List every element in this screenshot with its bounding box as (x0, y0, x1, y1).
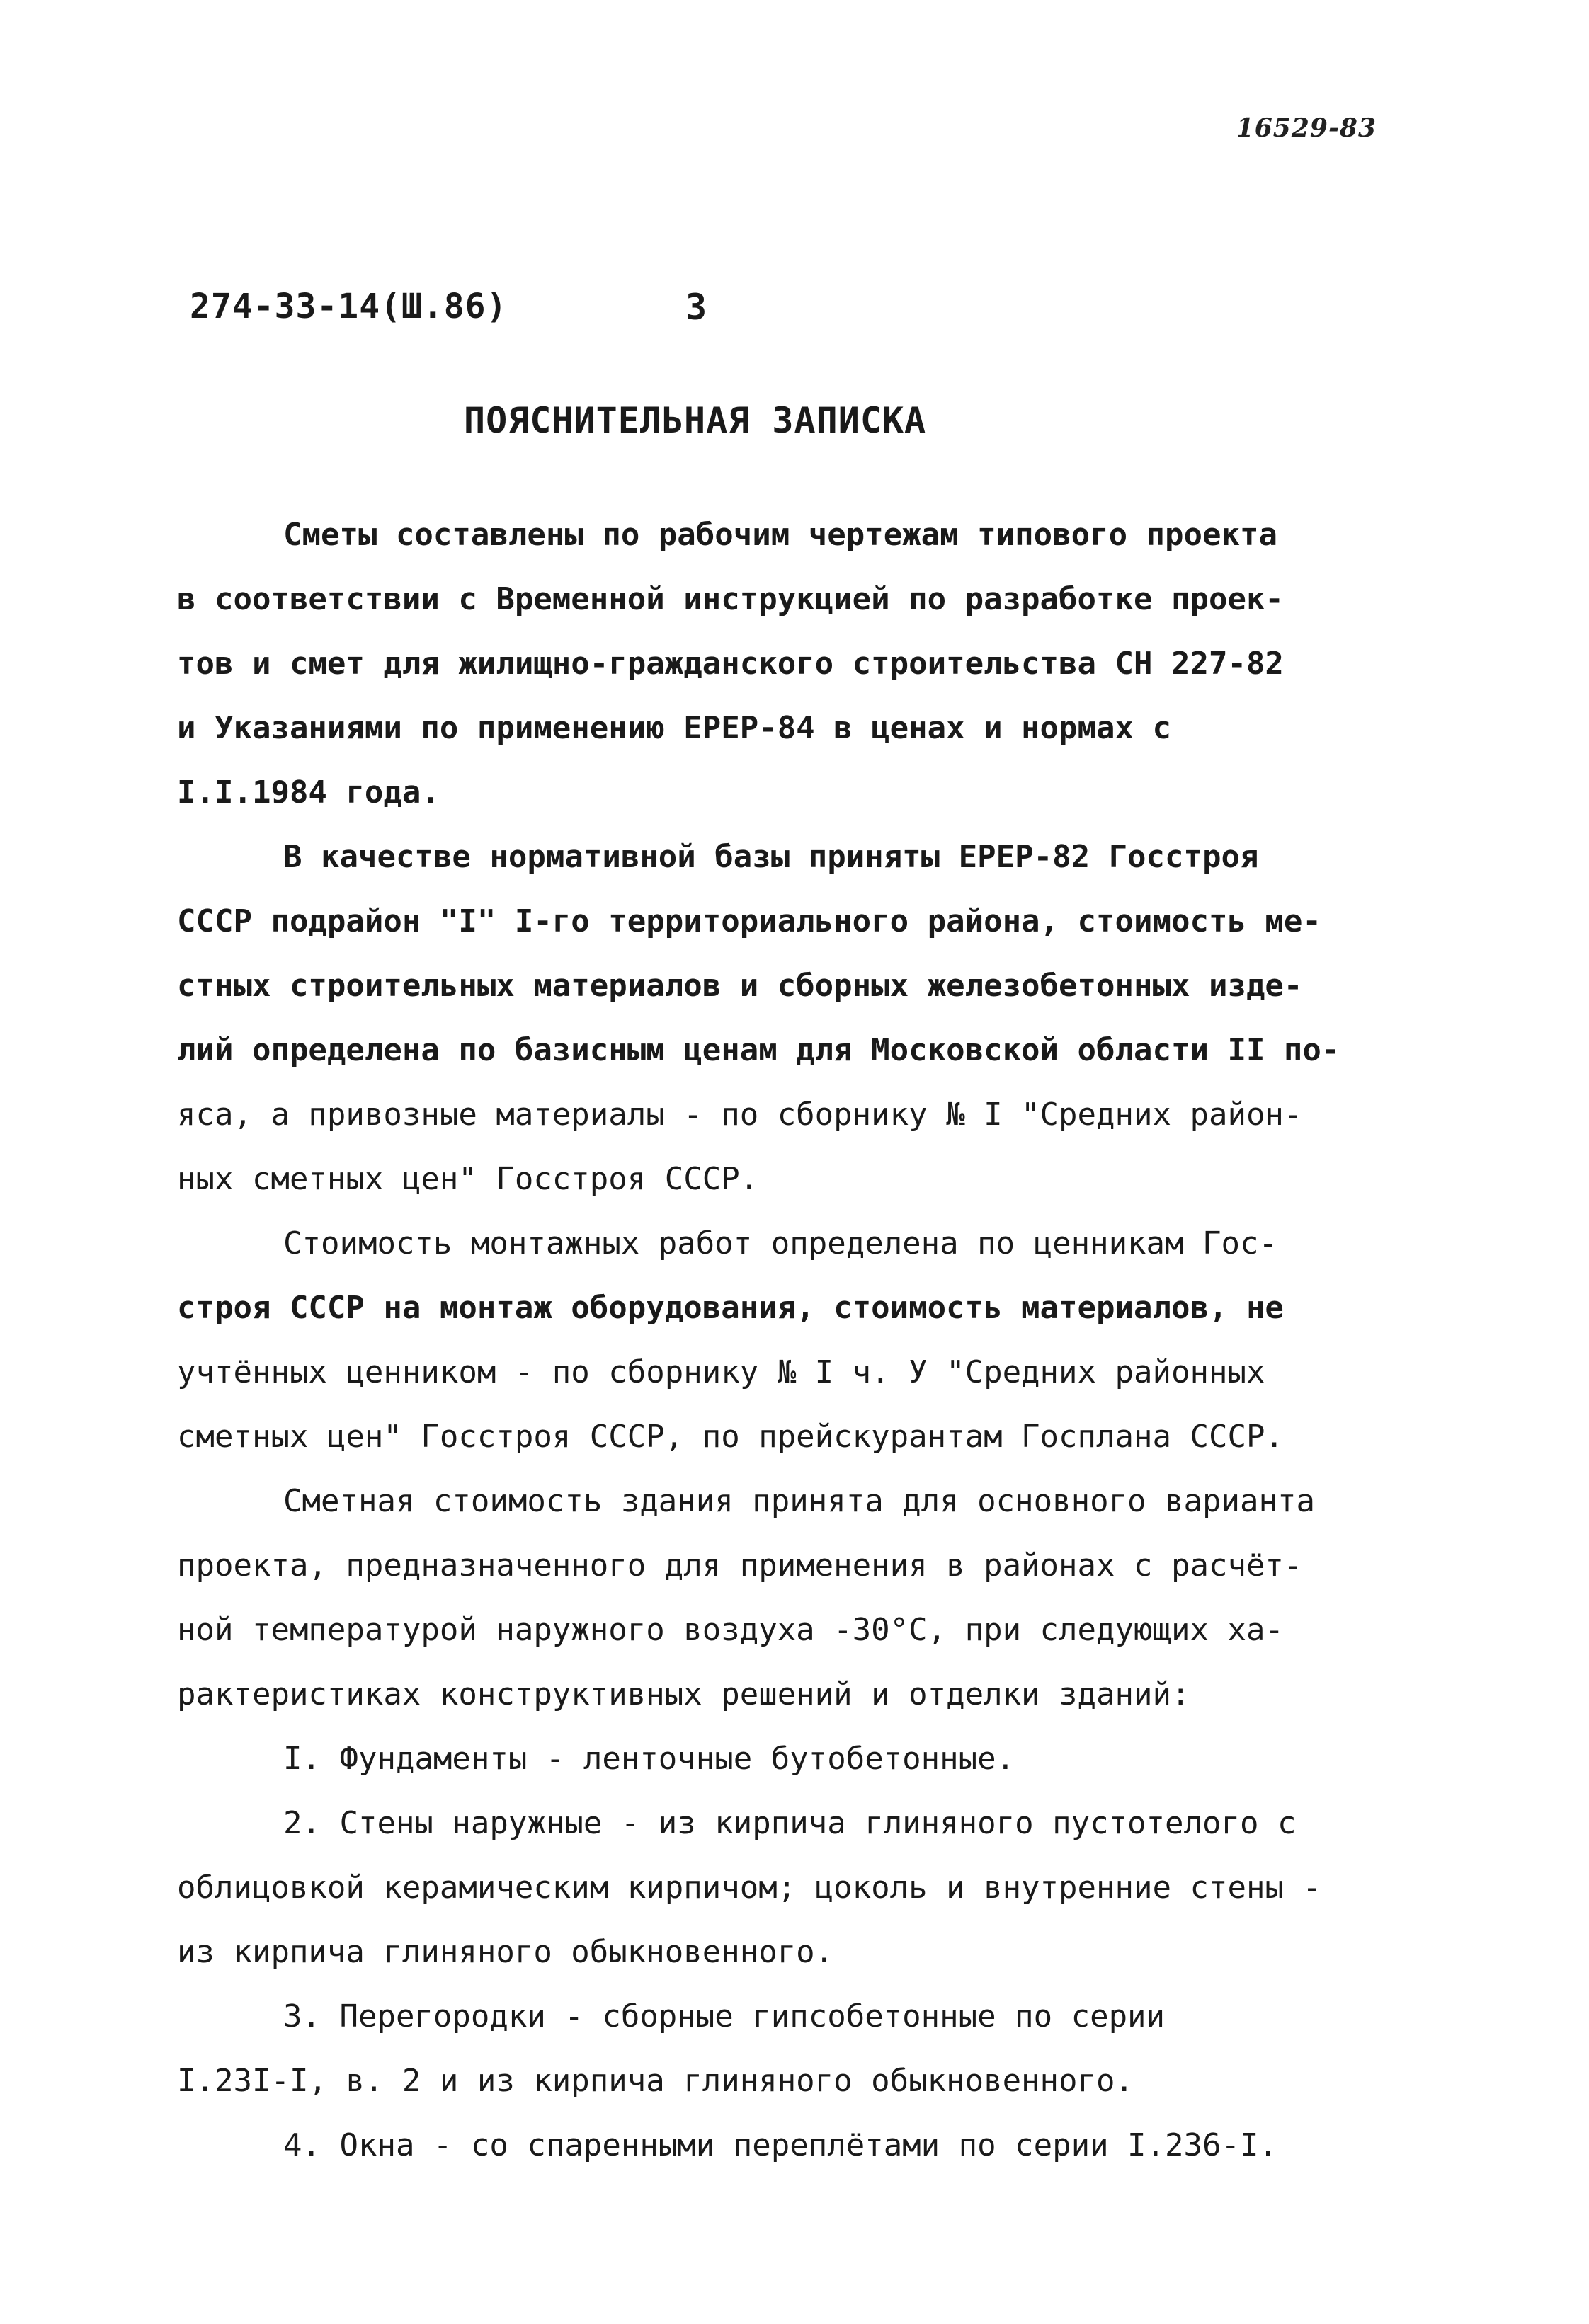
explanatory-note-body (177, 503, 1423, 2177)
text-line: яса, а привозные материалы - по сборнику № I "Средних район- (177, 1097, 1303, 1133)
text-line: ных сметных цен" Госстроя СССР. (177, 1161, 759, 1197)
text-line: стных строительных материалов и сборных железобетонных изде- (177, 968, 1303, 1004)
text-line: проекта, предназначенного для применения в районах с расчёт- (177, 1547, 1303, 1584)
text-line: рактеристиках конструктивных решений и отделки зданий: (177, 1676, 1190, 1712)
text-line: из кирпича глиняного обыкновенного. (177, 1934, 834, 1970)
list-item: 4. Окна - со спаренными переплётами по серии I.236-I. (283, 2127, 1277, 2163)
text-line: Стоимость монтажных работ определена по ценникам Гос- (283, 1225, 1277, 1261)
text-line: облицовкой керамическим кирпичом; цоколь и внутренние стены - (177, 1870, 1321, 1906)
text-line: I.I.1984 года. (177, 774, 440, 811)
text-line: Сметы составлены по рабочим чертежам типового проекта (283, 517, 1277, 553)
text-line: тов и смет для жилищно-гражданского строительства СН 227-82 (177, 646, 1284, 682)
page-number: 3 (685, 287, 707, 328)
document-code: 274-33-14(Ш.86) (190, 287, 508, 326)
text-line: в соответствии с Временной инструкцией по разработке проек- (177, 581, 1284, 617)
text-line: I.23I-I, в. 2 и из кирпича глиняного обыкновенного. (177, 2063, 1134, 2099)
list-item: I. Фундаменты - ленточные бутобетонные. (283, 1741, 1015, 1777)
page-title: ПОЯСНИТЕЛЬНАЯ ЗАПИСКА (464, 400, 927, 441)
text-line: Сметная стоимость здания принята для основного варианта (283, 1483, 1315, 1519)
archive-stamp: 16529-83 (1236, 113, 1377, 143)
text-line: лий определена по базисным ценам для Московской области II по- (177, 1032, 1340, 1068)
text-line: и Указаниями по применению ЕРЕР-84 в ценах и нормах с (177, 710, 1171, 746)
text-line: СССР подрайон "I" I-го территориального района, стоимость ме- (177, 903, 1321, 939)
list-item: 2. Стены наружные - из кирпича глиняного пустотелого с (283, 1805, 1297, 1841)
text-line: ной температурой наружного воздуха -30°С, при следующих ха- (177, 1612, 1284, 1648)
text-line: сметных цен" Госстроя СССР, по прейскурантам Госплана СССР. (177, 1419, 1284, 1455)
text-line: В качестве нормативной базы приняты ЕРЕР-82 Госстроя (283, 839, 1259, 875)
text-line: учтённых ценником - по сборнику № I ч. У "Средних районных (177, 1354, 1265, 1390)
text-line: строя СССР на монтаж оборудования, стоимость материалов, не (177, 1290, 1284, 1326)
list-item: 3. Перегородки - сборные гипсобетонные по серии (283, 1998, 1166, 2034)
